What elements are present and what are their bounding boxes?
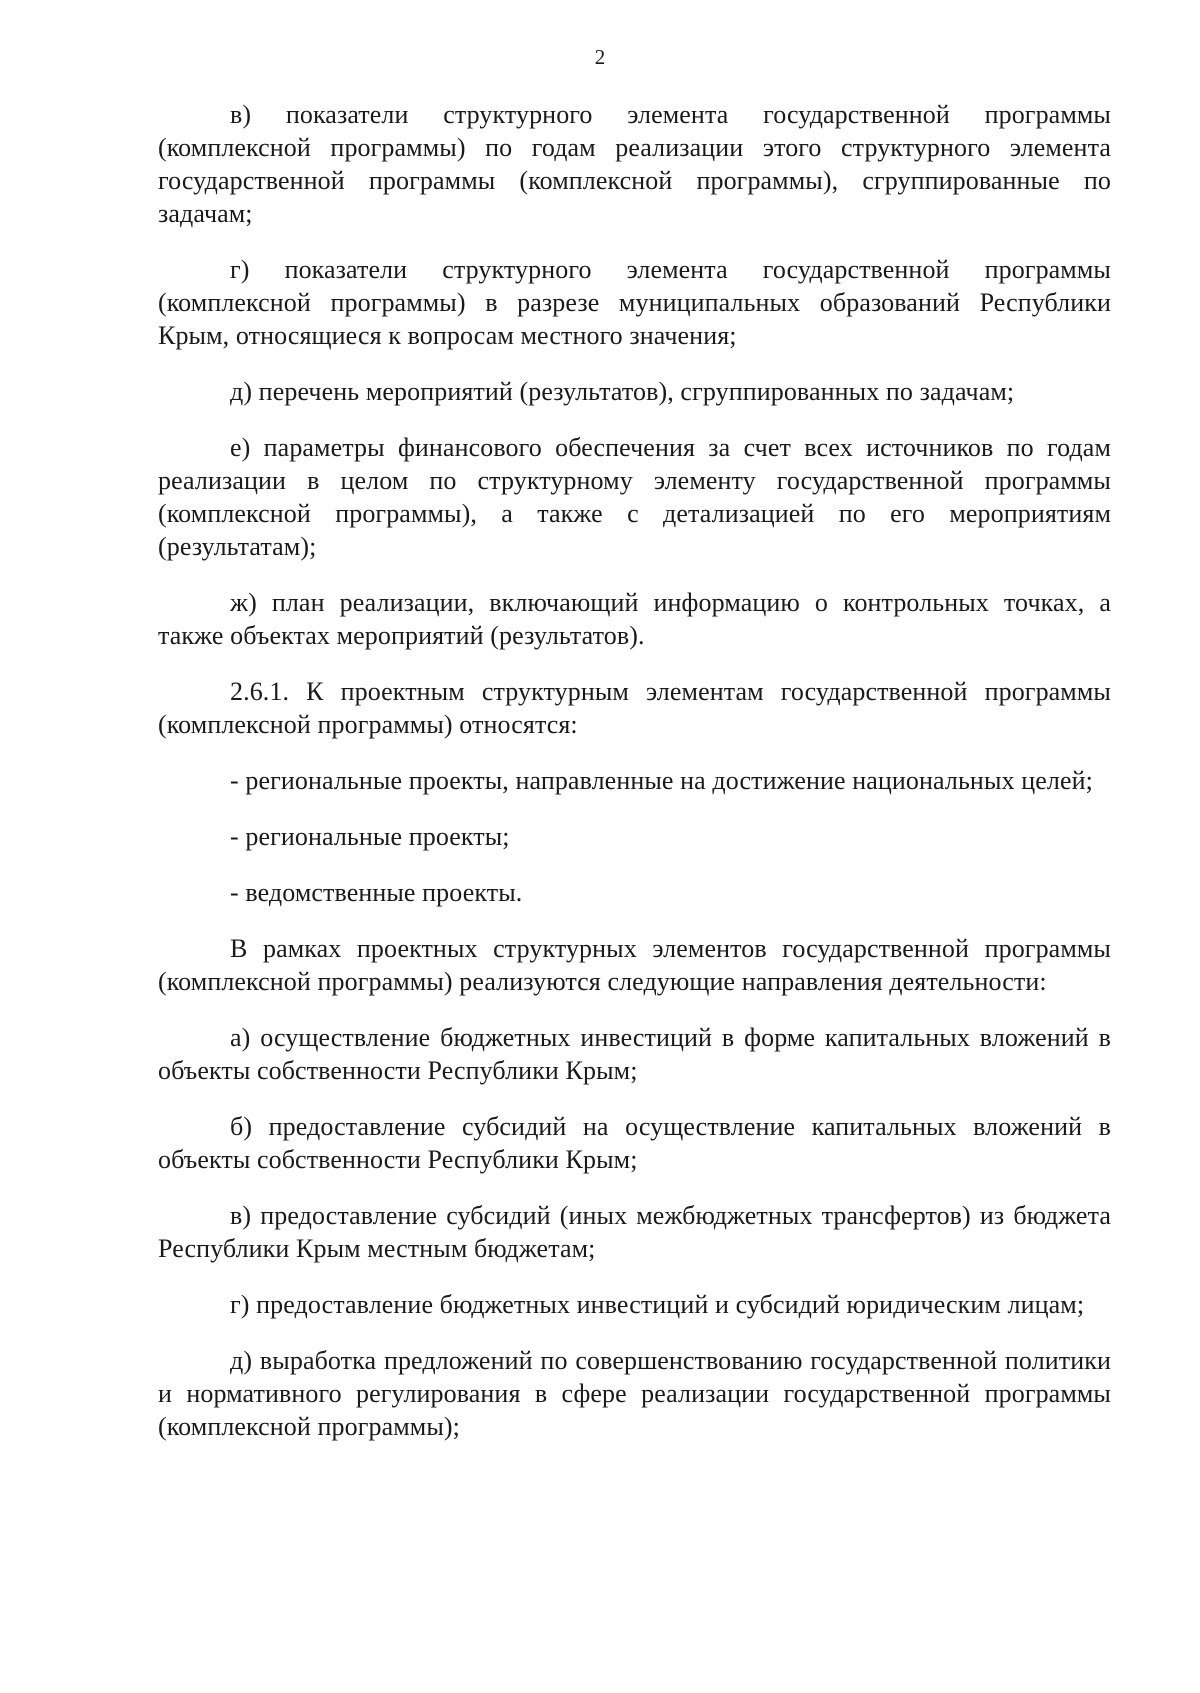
list-item-regional-projects: - региональные проекты;: [230, 822, 510, 851]
paragraph-g-indicators-by-municipalities: г) показатели структурного элемента государственной программы (комплексной программы) в разрезе муниципальных образований Республики Крым, относящиеся к вопросам местного значения;: [158, 255, 1111, 350]
paragraph-d-policy-proposals: д) выработка предложений по совершенствованию государственной политики и нормативного регулирования в сфере реализации государственной программы (комплексной программы);: [158, 1346, 1111, 1441]
page-number: 2: [594, 45, 606, 69]
paragraph-2-6-1-project-elements: 2.6.1. К проектным структурным элементам государственной программы (комплексной программы) относятся:: [158, 677, 1111, 739]
paragraph-e-financing-parameters: е) параметры финансового обеспечения за счет всех источников по годам реализации в целом по структурному элементу государственной программы (комплексной программы), а также с детализацией по его мероприятиям (результатам);: [158, 433, 1111, 561]
document-body: [158, 98, 1111, 1466]
list-item-regional-projects-national-goals: - региональные проекты, направленные на достижение национальных целей;: [230, 766, 1093, 795]
paragraph-v-interbudget-transfers: в) предоставление субсидий (иных межбюджетных трансфертов) из бюджета Республики Крым местным бюджетам;: [158, 1201, 1111, 1263]
paragraph-a-budget-investments: а) осуществление бюджетных инвестиций в форме капитальных вложений в объекты собственности Республики Крым;: [158, 1023, 1111, 1085]
paragraph-v-indicators-by-tasks: в) показатели структурного элемента государственной программы (комплексной программы) по годам реализации этого структурного элемента государственной программы (комплексной программы), сгруппированные по задачам;: [158, 100, 1111, 228]
paragraph-zh-implementation-plan: ж) план реализации, включающий информацию о контрольных точках, а также объектах мероприятий (результатов).: [158, 588, 1111, 650]
list-item-departmental-projects: - ведомственные проекты.: [230, 878, 523, 907]
paragraph-activity-directions: В рамках проектных структурных элементов государственной программы (комплексной программы) реализуются следующие направления деятельности:: [158, 934, 1111, 996]
paragraph-d-activities-list: д) перечень мероприятий (результатов), сгруппированных по задачам;: [230, 377, 1015, 406]
paragraph-g-legal-entities-subsidies: г) предоставление бюджетных инвестиций и субсидий юридическим лицам;: [230, 1290, 1085, 1319]
paragraph-b-capital-subsidies: б) предоставление субсидий на осуществление капитальных вложений в объекты собственности Республики Крым;: [158, 1112, 1111, 1174]
